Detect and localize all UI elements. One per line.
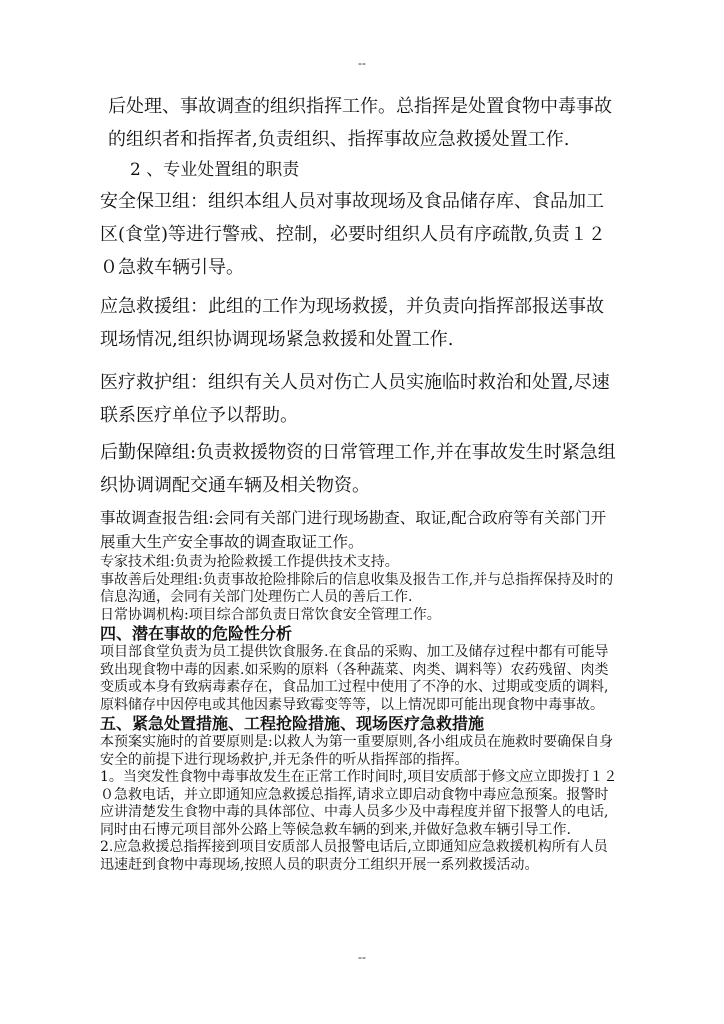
paragraph-command-duties: 后处理、事故调查的组织指挥工作。总指挥是处置食物中毒事故的组织者和指挥者,负责组织、指挥事故应急救援处置工作.: [108, 96, 612, 150]
footer-mark: --: [358, 950, 366, 964]
paragraph-logistics-group: 后勤保障组:负责救援物资的日常管理工作,并在事故发生时紧急组织协调调配交通车辆及相关物资。: [100, 442, 616, 496]
document-body: [100, 90, 620, 874]
paragraph-rescue-group: 应急救援组：此组的工作为现场救援，并负责向指挥部报送事故现场情况,组织协调现场紧急救援和处置工作.: [100, 296, 604, 350]
paragraph-step-2: 2.应急救援总指挥接到项目安质部人员报警电话后,立即通知应急救援机构所有人员迅速赶到食物中毒现场,按照人员的职责分工组织开展一系列救援活动。: [100, 839, 608, 873]
paragraph-expert-group: 专家技术组:负责为抢险救援工作提供技术支持。: [100, 554, 399, 570]
section-heading-5: 五、紧急处置措施、工程抢险措施、现场医疗急救措施: [100, 714, 485, 733]
paragraph-principle: 本预案实施时的首要原则是:以救人为第一重要原则,各小组成员在施救时要确保自身安全的前提下进行现场救护,并无条件的听从指挥部的指挥。: [100, 734, 614, 768]
paragraph-risk-analysis: 项目部食堂负责为员工提供饮食服务.在食品的采购、加工及储存过程中都有可能导致出现食物中毒的因素.如采购的原料（各种蔬菜、肉类、调料等）农药残留、肉类变质或本身有致病毒素存在，食品加工过程中使用了不净的水、过期或变质的调料,原料储存中因停电或其他因素导致霉变等等，以上情况即可能出现食物中毒事故。: [100, 644, 609, 713]
paragraph-step-1: 1。当突发性食物中毒事故发生在正常工作时间时,项目安质部于修文应立即拨打１２０急救电话，并立即通知应急救援总指挥,请求立即启动食物中毒应急预案。报警时应讲清楚发生食物中毒的具体部位、中毒人员多少及中毒程度并留下报警人的电话,同时由石博元项目部外公路上等候急救车辆的到来,并做好急救车辆引导工作.: [100, 769, 618, 838]
paragraph-aftermath-group: 事故善后处理组:负责事故抢险排除后的信息收集及报告工作,并与总指挥保持及时的信息沟通，会同有关部门处理伤亡人员的善后工作.: [100, 571, 614, 605]
paragraph-investigation-group: 事故调查报告组:会同有关部门进行现场勘查、取证,配合政府等有关部门开展重大生产安全事故的调查取证工作。: [100, 509, 607, 551]
paragraph-security-group: 安全保卫组：组织本组人员对事故现场及食品储存库、食品加工区(食堂)等进行警戒、控制，必要时组织人员有序疏散,负责１２０急救车辆引导。: [100, 191, 606, 278]
paragraph-coordination: 日常协调机构:项目综合部负责日常饮食安全管理工作。: [100, 606, 441, 623]
paragraph-medical-group: 医疗救护组：组织有关人员对伤亡人员实施临时救治和处置,尽速联系医疗单位予以帮助。: [100, 372, 610, 426]
subheading-special-groups: 2 、专业处置组的职责: [130, 160, 300, 180]
header-mark: --: [358, 56, 366, 70]
section-heading-4: 四、潜在事故的危险性分析: [100, 624, 293, 643]
